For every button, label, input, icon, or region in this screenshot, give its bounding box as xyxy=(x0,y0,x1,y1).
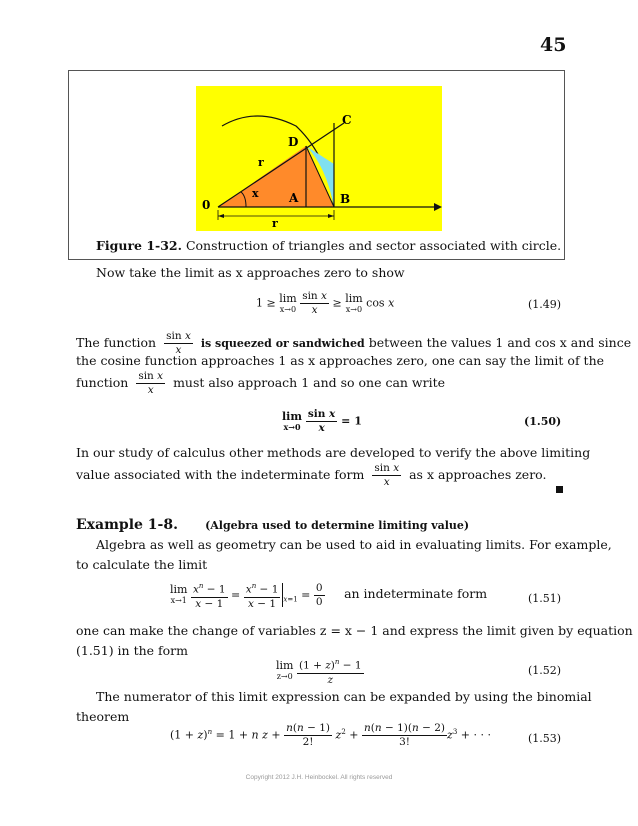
eq-151-text: an indeterminate form xyxy=(344,586,488,602)
copyright-footer: Copyright 2012 J.H. Heinbockel. All rights reserved xyxy=(245,774,393,781)
p6-a: value associated with the indeterminate form xyxy=(76,467,365,482)
p2-b: between the values 1 and cos x and since xyxy=(368,335,632,350)
paragraph-5: In our study of calculus other methods are developed to verify the above limiting xyxy=(76,445,591,460)
label-d: D xyxy=(288,135,299,149)
label-o: 0 xyxy=(202,198,211,212)
label-r-base: r xyxy=(272,217,278,230)
paragraph-1: Now take the limit as x approaches zero to show xyxy=(96,265,405,280)
paragraph-7: Algebra as well as geometry can be used to aid in evaluating limits. For example, xyxy=(96,537,612,552)
p6-b: as x approaches zero. xyxy=(409,467,547,482)
equation-1-49: 1 ≥ lim x→0 $\frac{\text{sin x}}{x}$ ≥ lim x→0 cos x xyxy=(256,290,395,316)
label-a: A xyxy=(289,191,299,205)
example-title: Example 1-8. xyxy=(76,517,178,533)
p4-b: must also approach 1 and so one can write xyxy=(173,375,446,390)
equation-tag-1-53: (1.53) xyxy=(528,732,562,745)
paragraph-2: The function $\frac{\text{sin x}}{x}$ is squeezed or sandwiched between the values 1 and cos x and since xyxy=(76,330,632,356)
equation-1-53: $(1 + z)^n = 1 + n$ z + $\frac{n(n - 1)}{2!}$ $z^2$ + $\frac{n(n - 1)(n - 2)}{3!}$ $z^3$ + · · · xyxy=(170,722,491,748)
caption-text: Construction of triangles and sector associated with circle. xyxy=(185,238,562,253)
label-c: C xyxy=(342,113,352,127)
p4-a: function xyxy=(76,375,129,390)
equation-tag-1-52: (1.52) xyxy=(528,664,562,677)
page-number: 45 xyxy=(540,34,567,56)
equation-1-52: lim z→0 $\frac{(1 + z)^n - 1}{z}$ xyxy=(276,658,362,686)
example-subtitle: (Algebra used to determine limiting value) xyxy=(205,519,470,532)
equation-tag-1-49: (1.49) xyxy=(528,298,562,311)
paragraph-11: The numerator of this limit expression can be expanded by using the binomial xyxy=(96,689,592,704)
equation-tag-1-51: (1.51) xyxy=(528,592,562,605)
p2-a: The function xyxy=(76,335,157,350)
equation-tag-1-50: (1.50) xyxy=(524,415,562,428)
paragraph-9: one can make the change of variables z = x − 1 and express the limit given by equation xyxy=(76,623,633,638)
qed-square xyxy=(556,486,563,493)
figure-caption xyxy=(96,238,561,253)
label-x: x xyxy=(252,187,259,200)
paragraph-4: function $\frac{\text{sin x}}{x}$ must also approach 1 and so one can write xyxy=(76,370,446,396)
p2-bold: is squeezed or sandwiched xyxy=(200,337,365,350)
paragraph-6: value associated with the indeterminate form $\frac{\text{sin x}}{x}$ as x approaches zero. xyxy=(76,462,547,488)
paragraph-3: the cosine function approaches 1 as x approaches zero, one can say the limit of the xyxy=(76,353,605,368)
equation-1-51: lim x→1 $\frac{x^n - 1}{x - 1}$ = $\frac{x^n - 1}{x - 1}$ $_{x=1}$ = $\frac{0}{0}$ an indeterminate form xyxy=(170,581,488,610)
example-heading xyxy=(76,514,469,533)
caption-label: Figure 1-32. xyxy=(96,238,182,253)
paragraph-12: theorem xyxy=(76,709,130,724)
label-r-slant: r xyxy=(258,156,264,169)
label-b: B xyxy=(340,192,351,206)
paragraph-10: (1.51) in the form xyxy=(76,643,189,658)
paragraph-8: to calculate the limit xyxy=(76,557,208,572)
equation-1-50: lim x→0 $\frac{\text{sin x}}{x}$ = 1 xyxy=(282,408,362,434)
circle-sector-figure xyxy=(196,86,442,231)
